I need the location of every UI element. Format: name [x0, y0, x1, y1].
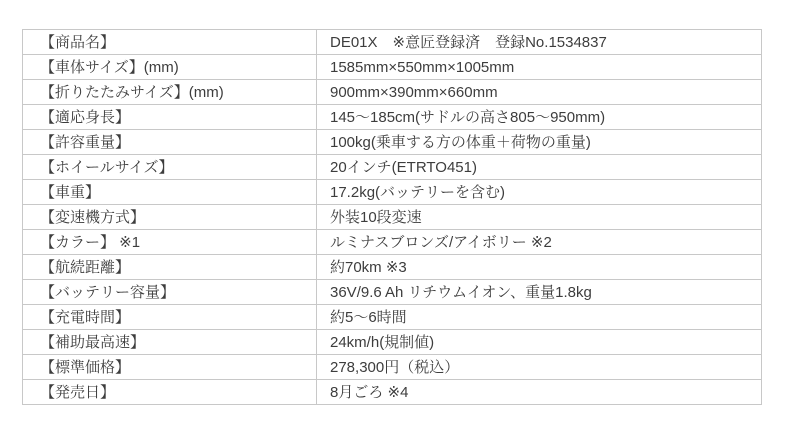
spec-row [23, 30, 762, 55]
spec-row [23, 180, 762, 205]
spec-value: 17.2kg(バッテリーを含む) [317, 180, 762, 205]
spec-value: 278,300円（税込） [317, 355, 762, 380]
spec-row [23, 280, 762, 305]
spec-table [22, 29, 762, 405]
spec-value: 145～185cm(サドルの高さ805～950mm) [317, 105, 762, 130]
spec-value: 約5～6時間 [317, 305, 762, 330]
spec-value: ルミナスブロンズ/アイボリー ※2 [317, 230, 762, 255]
spec-value: 36V/9.6 Ah リチウムイオン、重量1.8kg [317, 280, 762, 305]
spec-label: 【バッテリー容量】 [23, 280, 317, 305]
spec-value: 約70km ※3 [317, 255, 762, 280]
spec-label: 【変速機方式】 [23, 205, 317, 230]
spec-label: 【発売日】 [23, 380, 317, 405]
spec-value: 24km/h(規制値) [317, 330, 762, 355]
spec-value: 外装10段変速 [317, 205, 762, 230]
spec-value: 900mm×390mm×660mm [317, 80, 762, 105]
spec-label: 【商品名】 [23, 30, 317, 55]
spec-table-body [23, 30, 762, 405]
spec-label: 【許容重量】 [23, 130, 317, 155]
spec-row [23, 230, 762, 255]
spec-row [23, 130, 762, 155]
spec-row [23, 205, 762, 230]
spec-value: 8月ごろ ※4 [317, 380, 762, 405]
spec-row [23, 105, 762, 130]
spec-row [23, 305, 762, 330]
spec-row [23, 330, 762, 355]
spec-value: 1585mm×550mm×1005mm [317, 55, 762, 80]
spec-row [23, 380, 762, 405]
spec-label: 【ホイールサイズ】 [23, 155, 317, 180]
spec-row [23, 55, 762, 80]
spec-label: 【標準価格】 [23, 355, 317, 380]
spec-label: 【補助最高速】 [23, 330, 317, 355]
spec-label: 【車体サイズ】(mm) [23, 55, 317, 80]
product-spec-section [22, 29, 762, 405]
spec-row [23, 355, 762, 380]
spec-label: 【車重】 [23, 180, 317, 205]
spec-row [23, 155, 762, 180]
spec-label: 【適応身長】 [23, 105, 317, 130]
spec-label: 【折りたたみサイズ】(mm) [23, 80, 317, 105]
spec-label: 【カラー】 ※1 [23, 230, 317, 255]
spec-label: 【充電時間】 [23, 305, 317, 330]
spec-value: 100kg(乗車する方の体重＋荷物の重量) [317, 130, 762, 155]
spec-row [23, 80, 762, 105]
spec-row [23, 255, 762, 280]
spec-value: DE01X ※意匠登録済 登録No.1534837 [317, 30, 762, 55]
spec-value: 20インチ(ETRTO451) [317, 155, 762, 180]
spec-label: 【航続距離】 [23, 255, 317, 280]
